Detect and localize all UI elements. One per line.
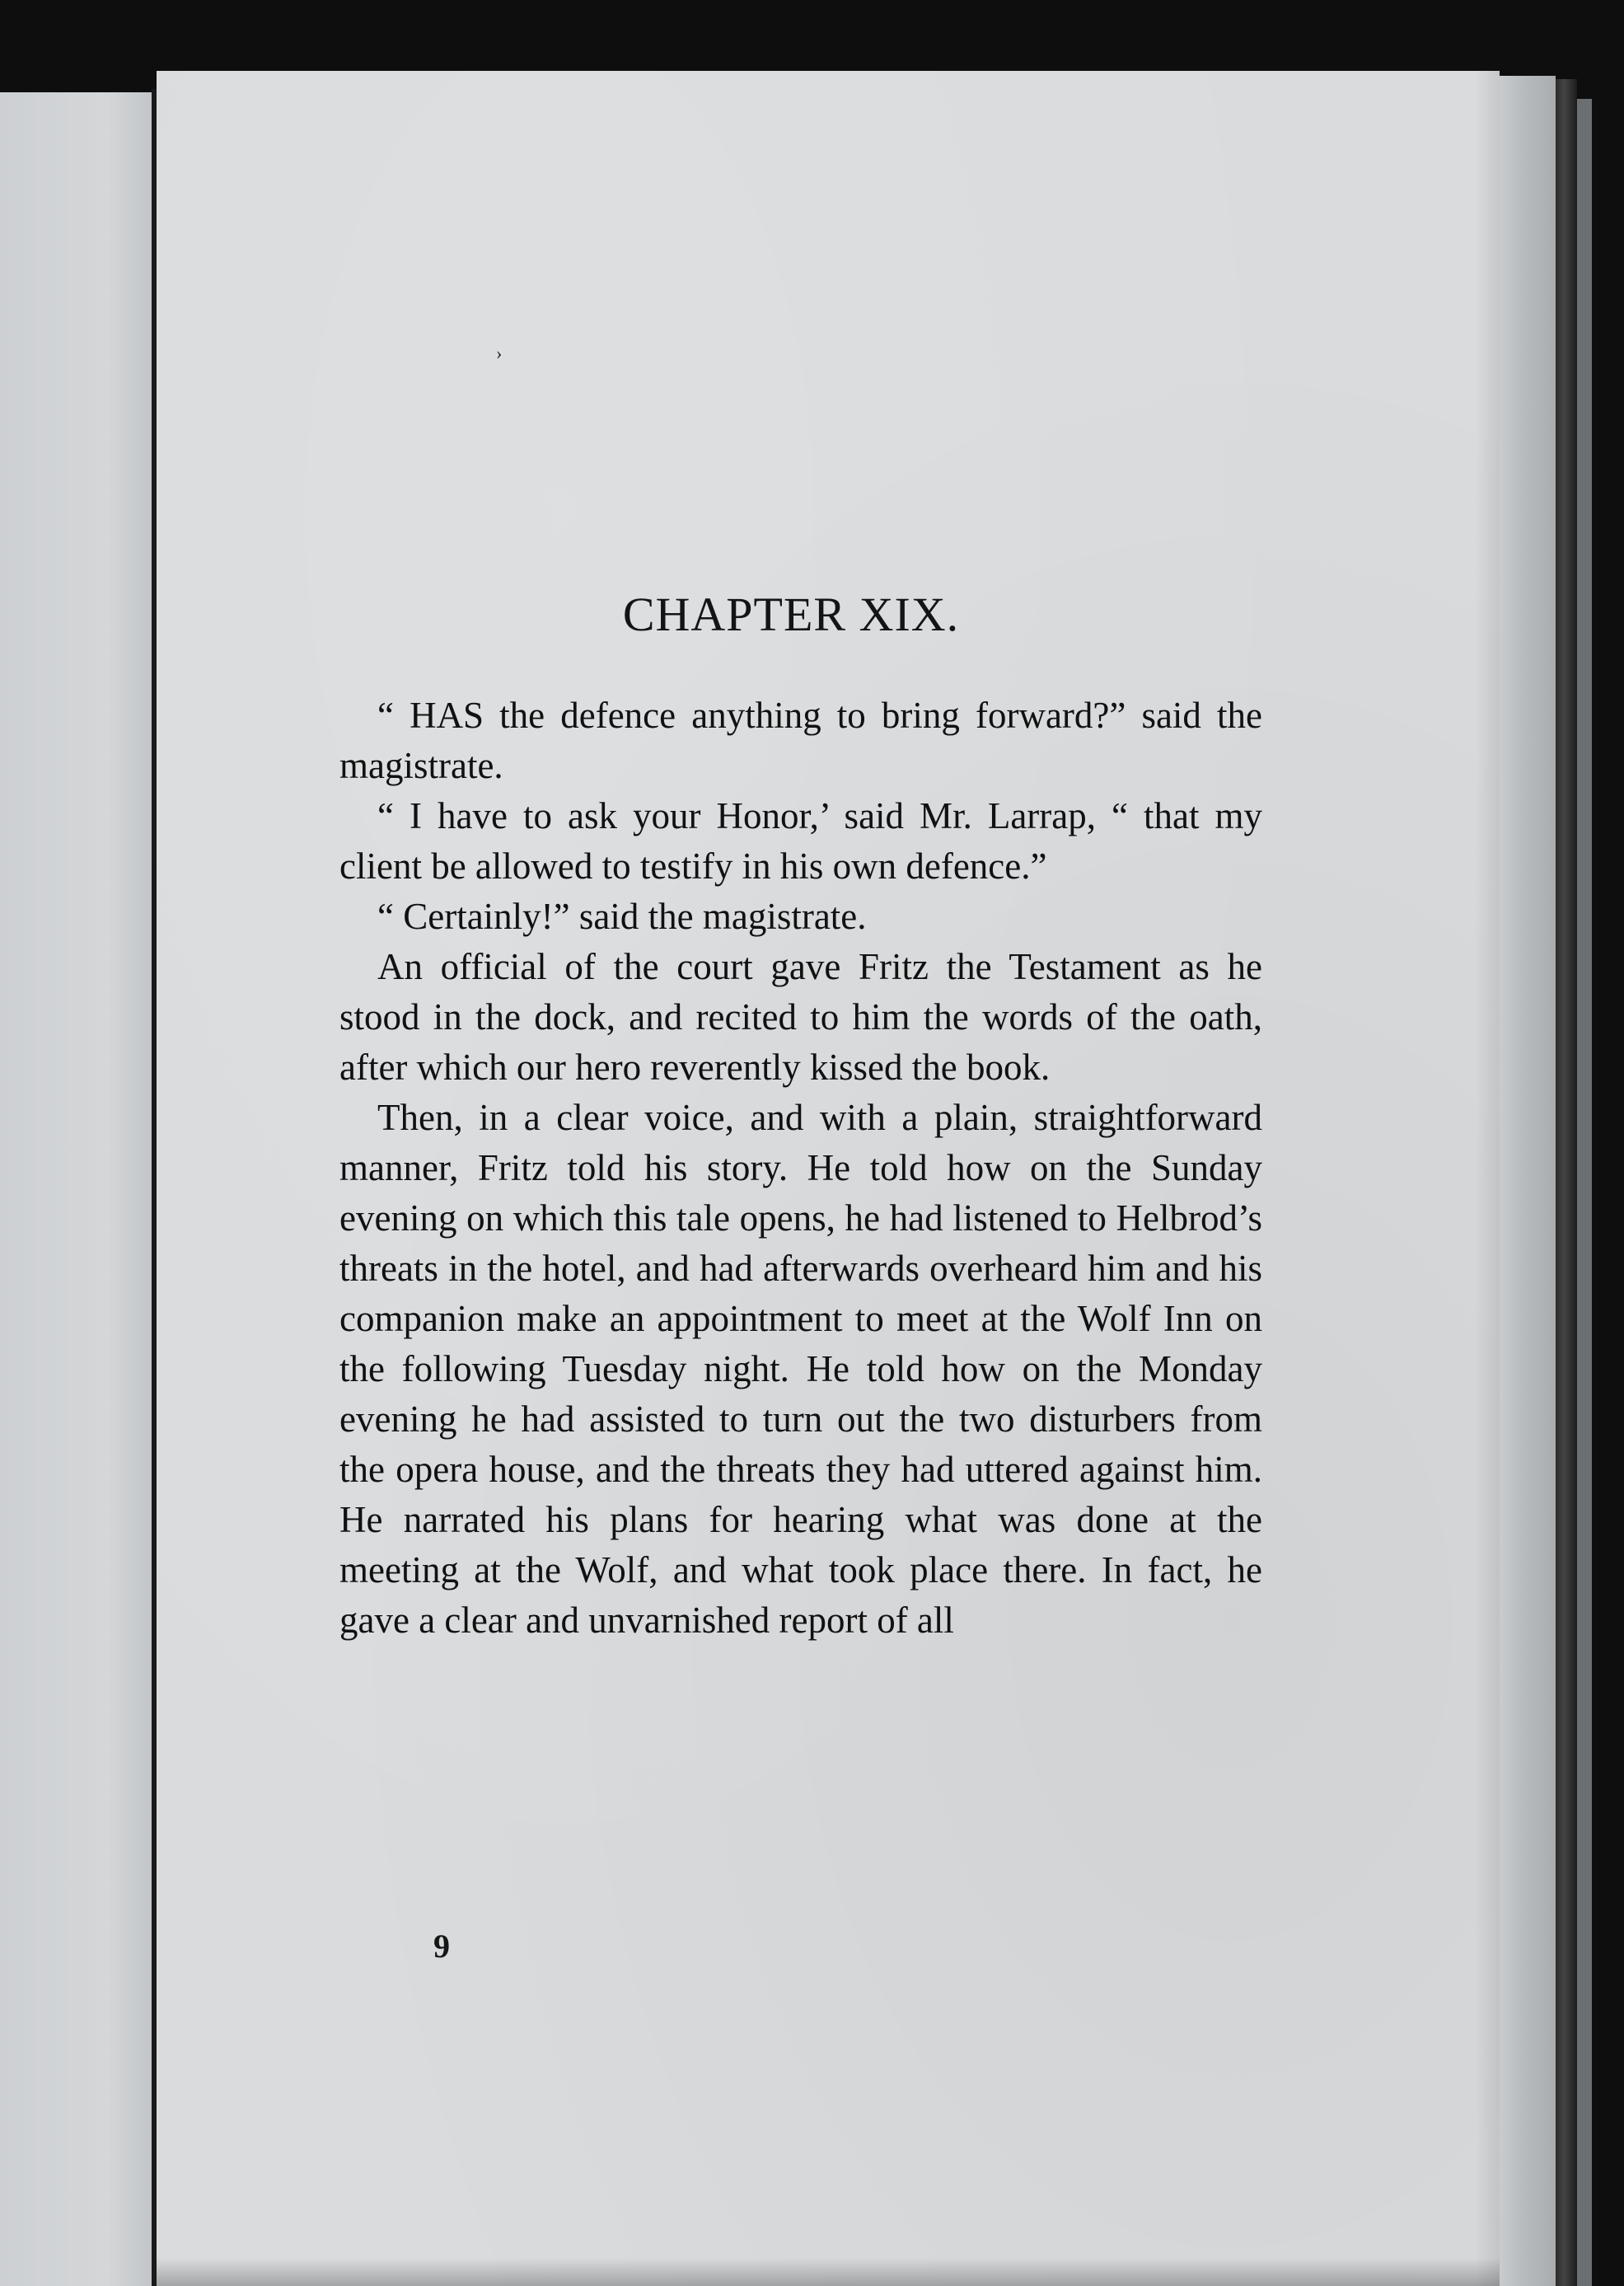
chapter-title: CHAPTER XIX.: [622, 588, 960, 641]
bottom-shadow: [157, 2258, 1500, 2286]
right-strip: [1577, 99, 1592, 2286]
paragraph-5: Then, in a clear voice, and with a plain, straightforward manner, Fritz told his story. He told how on the Sunday evening on which this tale opens, he had listened to Helbrod’s threats in the hotel, and had afterwards overheard him and his companion make an appointment to meet at the Wolf Inn on the following Tuesday night. He told how on the Monday evening he had assisted to turn out the two disturbers from the opera house, and the threats they had uttered against him. He narrated his plans for hearing what was done at the meeting at the Wolf, and what took place there. In fact, he gave a clear and unvarnished report of all: [339, 1097, 1262, 1641]
right-fore-edge: [1500, 76, 1556, 2286]
paragraph-4: An official of the court gave Fritz the Testament as he stood in the dock, and recited to him the words of the oath, after which our hero reverently kissed the book.: [339, 946, 1262, 1088]
paragraph-1: “ HAS the defence anything to bring forward?” said the magistrate.: [339, 695, 1262, 786]
right-binding: [1556, 79, 1577, 2286]
paragraph-3: “ Certainly!” said the magistrate.: [377, 896, 867, 937]
left-page-edge: [0, 92, 153, 2286]
page-number: 9: [433, 1928, 450, 1965]
speck-mark: ›: [496, 343, 503, 363]
chapter-text: [339, 691, 1262, 1646]
paragraph-2: “ I have to ask your Honor,’ said Mr. Larrap, “ that my client be allowed to testify in his own defence.”: [339, 795, 1262, 887]
